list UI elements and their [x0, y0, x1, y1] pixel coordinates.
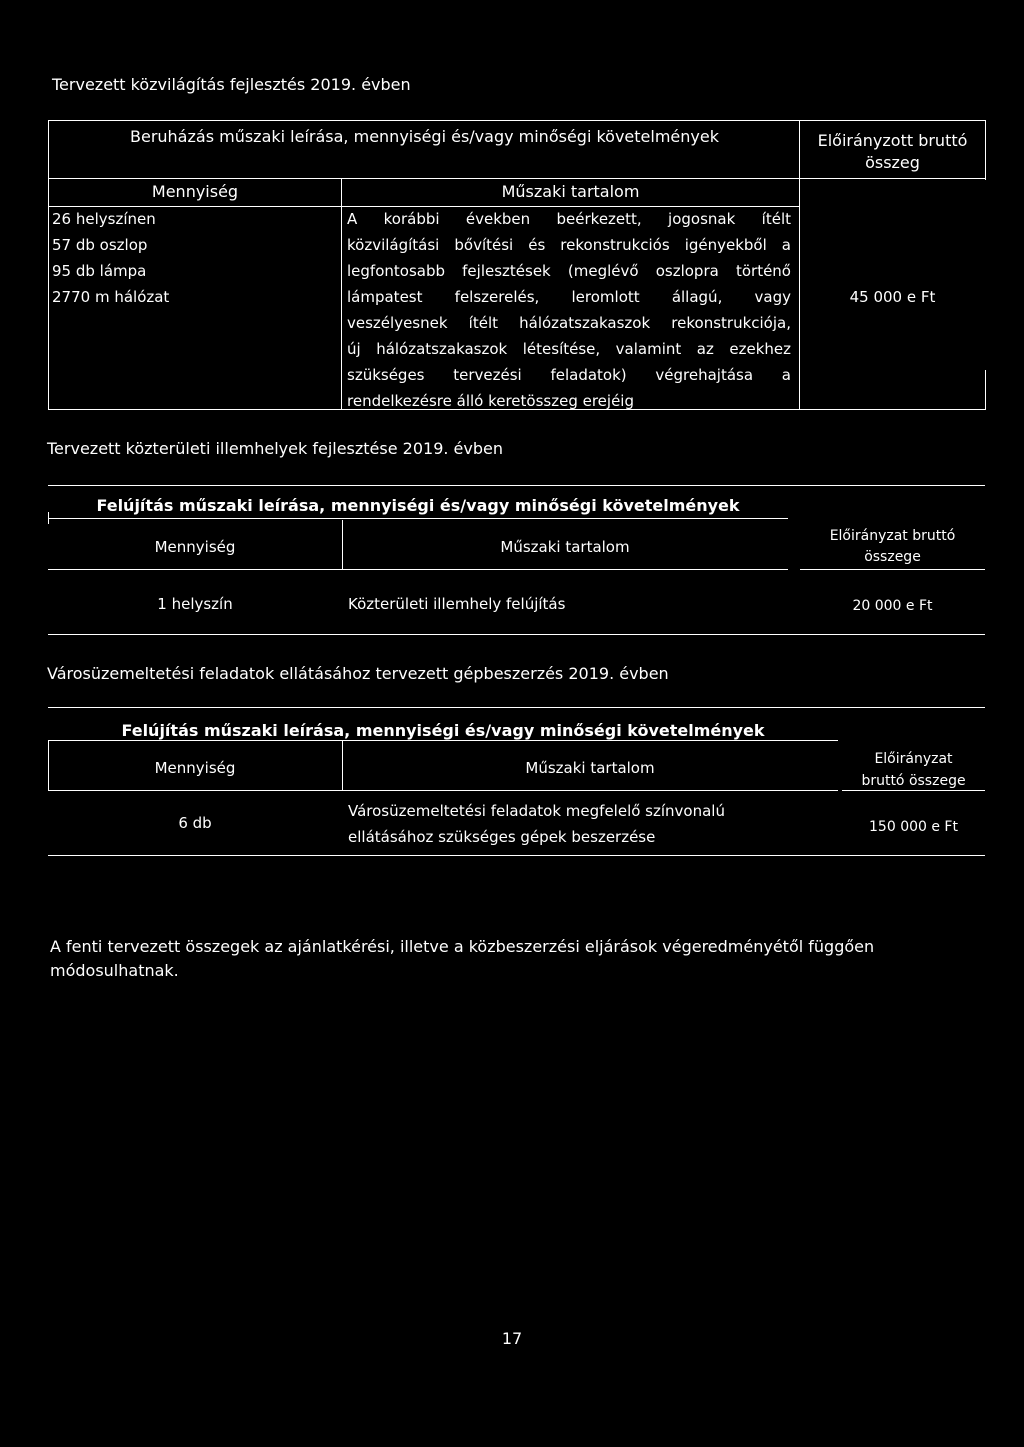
section2-title: Tervezett közterületi illemhelyek fejlesztése 2019. évben [47, 439, 504, 458]
section3-quantity: 6 db [178, 814, 212, 832]
section2-col-qty: Mennyiség [154, 538, 236, 556]
section3-col-qty: Mennyiség [154, 759, 236, 777]
section3-header-amount: Előirányzat bruttó összege [861, 751, 966, 789]
section3-title: Városüzemeltetési feladatok ellátásához tervezett gépbeszerzés 2019. évben [47, 664, 669, 683]
section1-header-main: Beruházás műszaki leírása, mennyiségi és/vagy minőségi követelmények [130, 127, 719, 146]
section1-amount: 45 000 e Ft [849, 288, 936, 306]
footnote: A fenti tervezett összegek az ajánlatkérési, illetve a közbeszerzési eljárások végeredményétől függően módosulhatnak. [50, 937, 875, 980]
section2-header-amount: Előirányzat bruttó összege [829, 528, 956, 565]
section1-header-amount: Előirányzott bruttó összeg [817, 131, 968, 172]
section1-content: A korábbi években beérkezett, jogosnak ítélt közvilágítási bővítési és rekonstrukciós igényekből a legfontosabb fejlesztések (meglévő oszlopra történő lámpatest felszerelés, leromlott állagú, vagy veszélyesnek ítélt hálózatszakaszok rekonstrukciója, új hálózatszakaszok létesítése, valamint az ezekhez szükséges tervezési feladatok) végrehajtása a rendelkezésre álló keretösszeg erejéig [347, 210, 791, 410]
section3-amount: 150 000 e Ft [869, 819, 958, 835]
section2-header-main: Felújítás műszaki leírása, mennyiségi és/vagy minőségi követelmények [96, 496, 740, 515]
section2-content: Közterületi illemhely felújítás [348, 595, 566, 613]
section1-quantities: 26 helyszínen 57 db oszlop 95 db lámpa 2770 m hálózat [52, 210, 170, 306]
section1-title: Tervezett közvilágítás fejlesztés 2019. évben [52, 75, 411, 94]
section3-col-content: Műszaki tartalom [525, 759, 655, 777]
section1-col-qty: Mennyiség [151, 182, 239, 201]
section2-amount: 20 000 e Ft [852, 598, 933, 614]
page-number: 17 [501, 1329, 523, 1348]
section2-col-content: Műszaki tartalom [500, 538, 630, 556]
section1-col-content: Műszaki tartalom [501, 182, 640, 201]
section3-header-main: Felújítás műszaki leírása, mennyiségi és/vagy minőségi követelmények [121, 721, 765, 740]
section2-quantity: 1 helyszín [157, 595, 233, 613]
section3-content: Városüzemeltetési feladatok megfelelő színvonalú ellátásához szükséges gépek beszerzése [348, 802, 725, 846]
